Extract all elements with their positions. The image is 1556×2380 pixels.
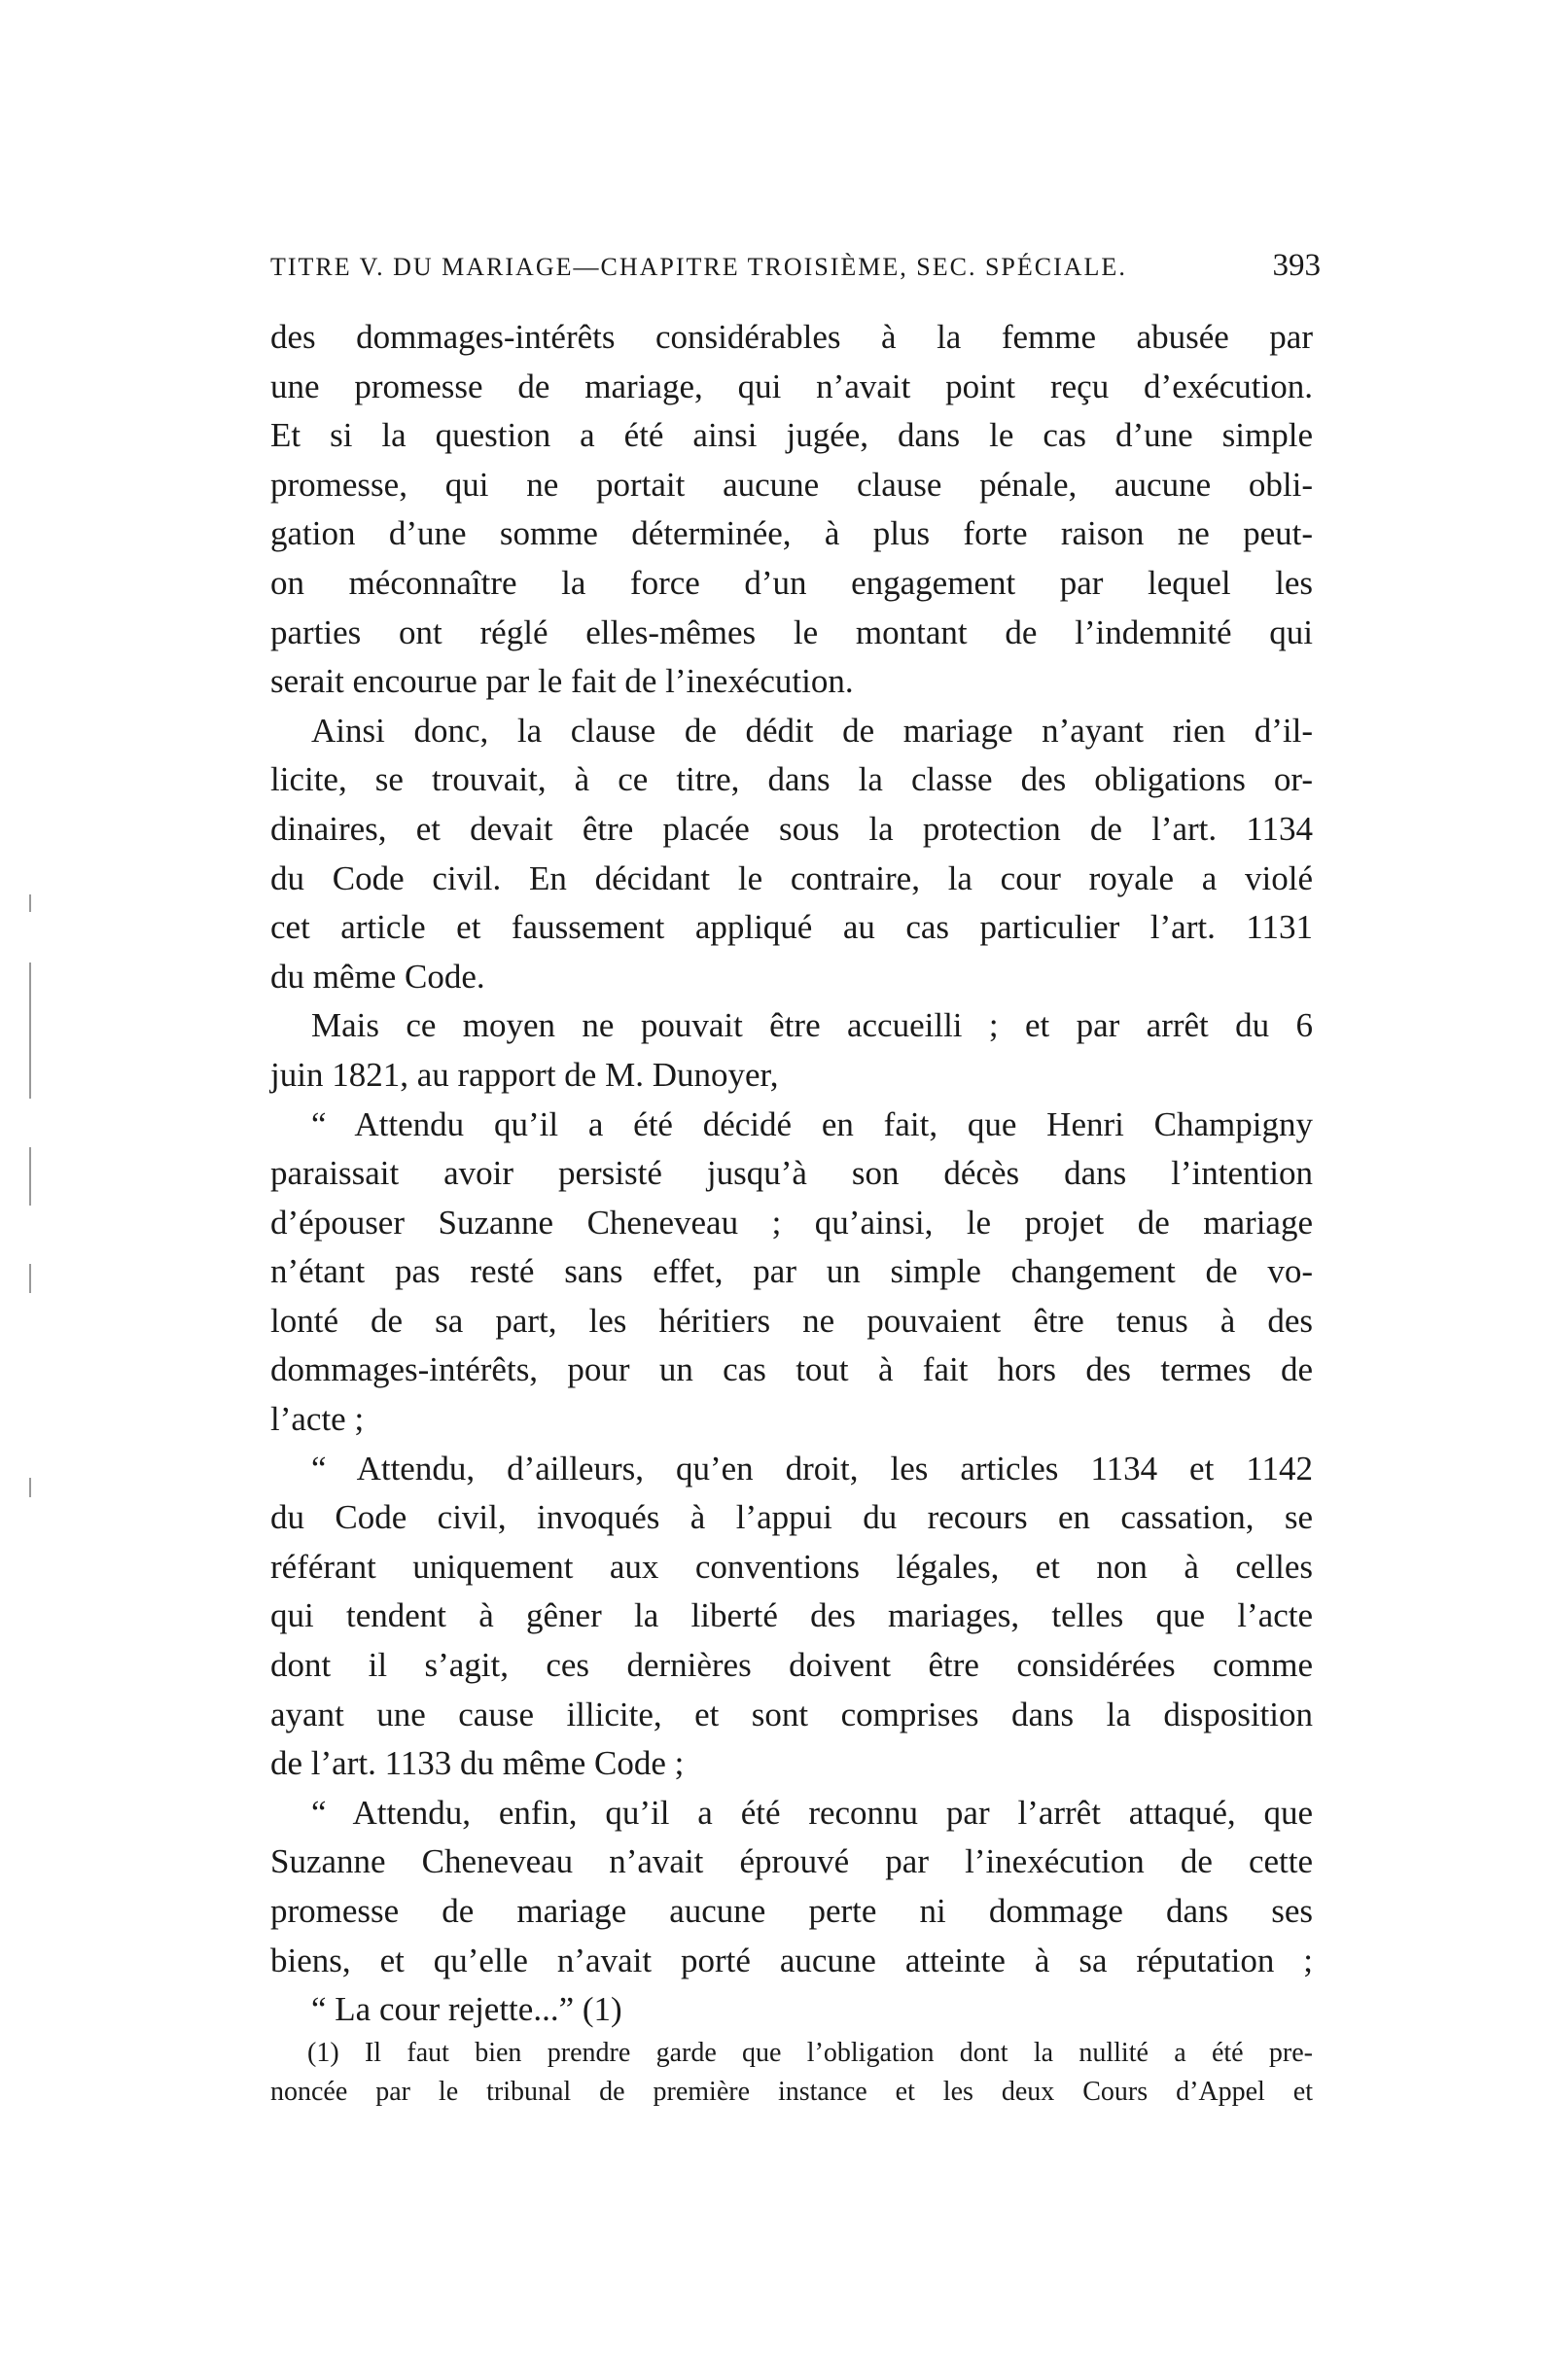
text-line: dommages-intérêts, pour un cas tout à fait hors des termes de bbox=[270, 1350, 1313, 1389]
text-line: gation d’une somme déterminée, à plus forte raison ne peut- bbox=[270, 514, 1313, 553]
text-line: “ Attendu qu’il a été décidé en fait, que Henri Champigny bbox=[311, 1104, 1313, 1143]
text-line: du Code civil, invoqués à l’appui du recours en cassation, se bbox=[270, 1498, 1313, 1537]
text-line: Suzanne Cheneveau n’avait éprouvé par l’inexécution de cette bbox=[270, 1842, 1313, 1881]
text-line: Mais ce moyen ne pouvait être accueilli ; et par arrêt du 6 bbox=[311, 1006, 1313, 1045]
text-line: qui tendent à gêner la liberté des mariages, telles que l’acte bbox=[270, 1596, 1313, 1635]
running-title: TITRE V. DU MARIAGE—CHAPITRE TROISIÈME, SEC. SPÉCIALE. bbox=[270, 253, 1127, 281]
text-line: des dommages-intérêts considérables à la femme abusée par bbox=[270, 318, 1313, 356]
text-line: d’épouser Suzanne Cheneveau ; qu’ainsi, le projet de mariage bbox=[270, 1203, 1313, 1242]
text-line: “ Attendu, enfin, qu’il a été reconnu par l’arrêt attaqué, que bbox=[311, 1793, 1313, 1832]
text-line: “ Attendu, d’ailleurs, qu’en droit, les articles 1134 et 1142 bbox=[311, 1449, 1313, 1488]
text-line: dont il s’agit, ces dernières doivent être considérées comme bbox=[270, 1646, 1313, 1685]
text-line: n’étant pas resté sans effet, par un simple changement de vo- bbox=[270, 1252, 1313, 1291]
text-line: Ainsi donc, la clause de dédit de mariage n’ayant rien d’il- bbox=[311, 711, 1313, 750]
text-line: dinaires, et devait être placée sous la protection de l’art. 1134 bbox=[270, 809, 1313, 848]
footnote-line: (1) Il faut bien prendre garde que l’obligation dont la nullité a été pre- bbox=[307, 2038, 1313, 2068]
body-text bbox=[270, 313, 1313, 2035]
text-line: “ La cour rejette...” (1) bbox=[311, 1990, 622, 2029]
text-line: du même Code. bbox=[270, 957, 485, 996]
text-line: lonté de sa part, les héritiers ne pouvaient être tenus à des bbox=[270, 1301, 1313, 1340]
text-line: promesse de mariage aucune perte ni dommage dans ses bbox=[270, 1892, 1313, 1930]
text-line: Et si la question a été ainsi jugée, dans le cas d’une simple bbox=[270, 416, 1313, 455]
footnote bbox=[270, 2034, 1313, 2112]
text-line: serait encourue par le fait de l’inexécution. bbox=[270, 662, 854, 701]
text-line: on méconnaître la force d’un engagement par lequel les bbox=[270, 563, 1313, 602]
text-line: parties ont réglé elles-mêmes le montant de l’indemnité qui bbox=[270, 612, 1313, 651]
text-line: référant uniquement aux conventions légales, et non à celles bbox=[270, 1547, 1313, 1586]
text-line: une promesse de mariage, qui n’avait point reçu d’exécution. bbox=[270, 367, 1313, 405]
text-line: de l’art. 1133 du même Code ; bbox=[270, 1744, 685, 1783]
running-head bbox=[270, 248, 1321, 287]
text-line: paraissait avoir persisté jusqu’à son décès dans l’intention bbox=[270, 1154, 1313, 1193]
text-line: ayant une cause illicite, et sont comprises dans la disposition bbox=[270, 1695, 1313, 1733]
margin-scan-marks bbox=[25, 894, 39, 1517]
text-line: promesse, qui ne portait aucune clause pénale, aucune obli- bbox=[270, 465, 1313, 504]
text-line: du Code civil. En décidant le contraire, la cour royale a violé bbox=[270, 858, 1313, 897]
text-line: cet article et faussement appliqué au cas particulier l’art. 1131 bbox=[270, 908, 1313, 947]
text-line: biens, et qu’elle n’avait porté aucune atteinte à sa réputation ; bbox=[270, 1941, 1313, 1979]
text-line: juin 1821, au rapport de M. Dunoyer, bbox=[270, 1055, 779, 1094]
page-number: 393 bbox=[1272, 248, 1321, 283]
footnote-line: noncée par le tribunal de première instance et les deux Cours d’Appel et bbox=[270, 2077, 1313, 2107]
text-line: licite, se trouvait, à ce titre, dans la classe des obligations or- bbox=[270, 760, 1313, 799]
text-line: l’acte ; bbox=[270, 1400, 365, 1439]
